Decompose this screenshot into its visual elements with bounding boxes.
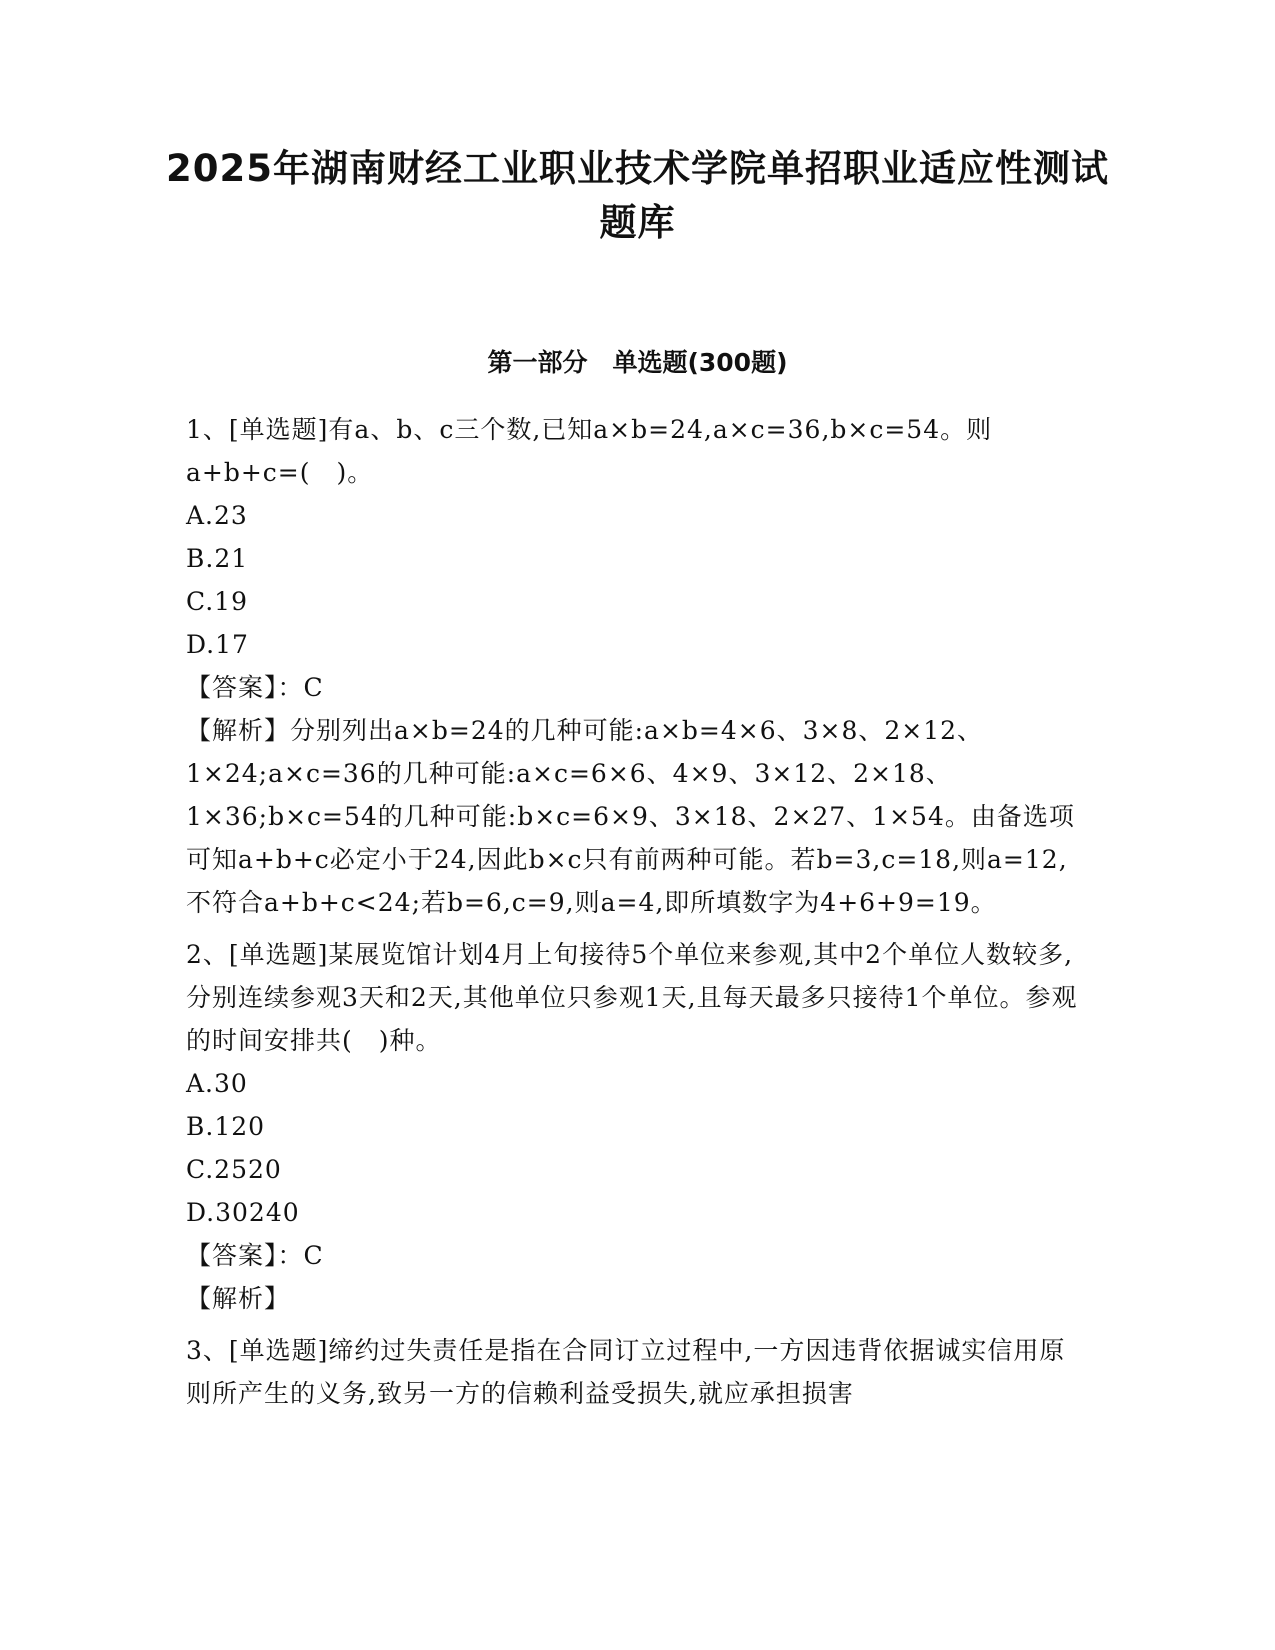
question-stem: 2、[单选题]某展览馆计划4月上旬接待5个单位来参观,其中2个单位人数较多,分别连续参观3天和2天,其他单位只参观1天,且每天最多只接待1个单位。参观的时间安排共( )种。 <box>186 940 1078 1055</box>
analysis-line <box>186 709 1086 924</box>
question-stem: 3、[单选题]缔约过失责任是指在合同订立过程中,一方因违背依据诚实信用原则所产生的义务,致另一方的信赖利益受损失,就应承担损害 <box>186 1336 1066 1408</box>
option-d: D.17 <box>186 630 249 659</box>
analysis-label: 【解析】 <box>186 716 291 745</box>
answer-label: 【答案】 <box>186 1241 278 1270</box>
answer-line <box>186 1234 1086 1277</box>
option-c: C.2520 <box>186 1155 282 1184</box>
option-a: A.23 <box>186 501 248 530</box>
answer-value: ：C <box>277 1241 324 1270</box>
analysis-label: 【解析】 <box>186 1284 291 1313</box>
question-1 <box>186 408 1086 924</box>
option-a: A.30 <box>186 1069 248 1098</box>
question-2 <box>186 933 1086 1320</box>
answer-line <box>186 666 1086 709</box>
option-c: C.19 <box>186 587 248 616</box>
question-3 <box>186 1329 1086 1415</box>
option-b: B.120 <box>186 1112 266 1141</box>
answer-label: 【答案】 <box>186 673 278 702</box>
document-title: 2025年湖南财经工业职业技术学院单招职业适应性测试题库 <box>166 147 1109 244</box>
answer-value: ：C <box>277 673 324 702</box>
question-list <box>186 408 1086 1424</box>
analysis-text: 分别列出a×b=24的几种可能:a×b=4×6、3×8、2×12、1×24;a×c=36的几种可能:a×c=6×6、4×9、3×12、2×18、1×36;b×c=54的几种可能:b×c=6×9、3×18、2×27、1×54。由备选项可知a+b+c必定小于24,因此b×c只有前两种可能。若b=3,c=18,则a=12,不符合a+b+c<24;若b=6,c=9,则a=4,即所填数字为4+6+9=19。 <box>186 716 1075 917</box>
option-b: B.21 <box>186 544 249 573</box>
analysis-line <box>186 1277 1086 1320</box>
question-stem: 1、[单选题]有a、b、c三个数,已知a×b=24,a×c=36,b×c=54。则a+b+c=( )。 <box>186 415 993 487</box>
section-title: 第一部分 单选题(300题) <box>487 348 788 377</box>
option-d: D.30240 <box>186 1198 300 1227</box>
